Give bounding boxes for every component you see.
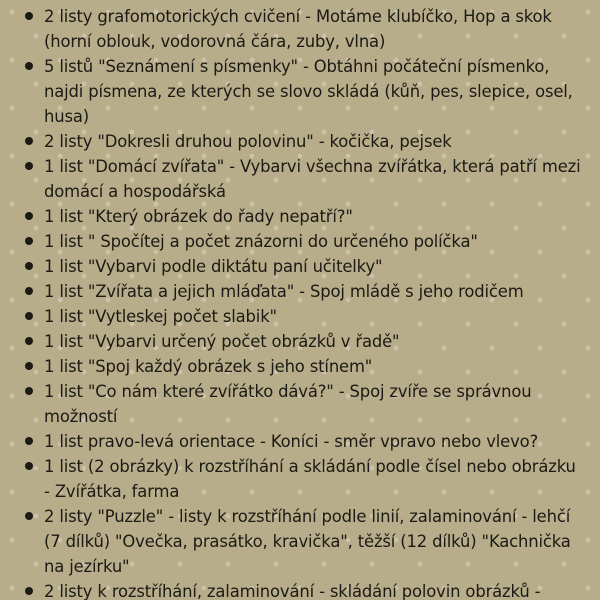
- list-item-text: 1 list pravo-levá orientace - Koníci - směr vpravo nebo vlevo?: [44, 432, 539, 451]
- bullet-icon: [25, 462, 33, 470]
- list-item-text: 1 list "Zvířata a jejich mláďata" - Spoj mládě s jeho rodičem: [44, 282, 524, 301]
- list-item-text: 1 list "Vybarvi podle diktátu paní učitelky": [44, 257, 383, 276]
- list-item-text: 1 list "Co nám které zvířátko dává?" - Spoj zvíře se správnou možností: [44, 382, 532, 426]
- list-item: [44, 229, 582, 254]
- list-item-text: 1 list (2 obrázky) k rozstříhání a skládání podle čísel nebo obrázku - Zvířátka, farma: [44, 457, 576, 501]
- list-item: [44, 254, 582, 279]
- bullet-icon: [25, 137, 33, 145]
- bullet-icon: [25, 162, 33, 170]
- list-item-text: 1 list "Spoj každý obrázek s jeho stínem": [44, 357, 373, 376]
- list-item: [44, 354, 582, 379]
- list-item: [44, 4, 582, 54]
- bullet-icon: [25, 262, 33, 270]
- list-item-text: 1 list " Spočítej a počet znázorni do určeného políčka": [44, 232, 478, 251]
- list-item: [44, 279, 582, 304]
- bullet-icon: [25, 287, 33, 295]
- list-item-text: 2 listy k rozstříhání, zalaminování - skládání polovin obrázků -: [44, 582, 541, 600]
- list-item: [44, 304, 582, 329]
- list-item: [44, 579, 582, 600]
- list-item: [44, 504, 582, 579]
- bullet-icon: [25, 62, 33, 70]
- list-item: [44, 429, 582, 454]
- list-item-text: 1 list "Domácí zvířata" - Vybarvi všechna zvířátka, která patří mezi domácí a hospodářská: [44, 157, 581, 201]
- bullet-icon: [25, 512, 33, 520]
- list-item-text: 1 list "Vytleskej počet slabik": [44, 307, 277, 326]
- list-item: [44, 204, 582, 229]
- list-item: [44, 129, 582, 154]
- list-item-text: 5 listů "Seznámení s písmenky" - Obtáhni počáteční písmenko, najdi písmena, ze kterých se slovo skládá (kůň, pes, slepice, osel, husa): [44, 57, 573, 126]
- bullet-icon: [25, 237, 33, 245]
- list-item: [44, 54, 582, 129]
- list-item-text: 1 list "Který obrázek do řady nepatří?": [44, 207, 353, 226]
- bullet-icon: [25, 387, 33, 395]
- list-item-text: 2 listy "Puzzle" - listy k rozstříhání podle linií, zalaminování - lehčí (7 dílků) "Ovečka, prasátko, kravička", těžší (12 dílků) "Kachnička na jezírku": [44, 507, 571, 576]
- list-item: [44, 329, 582, 354]
- bullet-icon: [25, 212, 33, 220]
- bullet-icon: [25, 337, 33, 345]
- list-item: [44, 154, 582, 204]
- list-item: [44, 379, 582, 429]
- bullet-icon: [25, 362, 33, 370]
- list-item-text: 2 listy grafomotorických cvičení - Motáme klubíčko, Hop a skok (horní oblouk, vodorovná čára, zuby, vlna): [44, 7, 552, 51]
- list-item: [44, 454, 582, 504]
- bullet-icon: [25, 587, 33, 595]
- list-item-text: 2 listy "Dokresli druhou polovinu" - kočička, pejsek: [44, 132, 452, 151]
- bullet-icon: [25, 12, 33, 20]
- bullet-icon: [25, 312, 33, 320]
- bullet-icon: [25, 437, 33, 445]
- list-item-text: 1 list "Vybarvi určený počet obrázků v řadě": [44, 332, 400, 351]
